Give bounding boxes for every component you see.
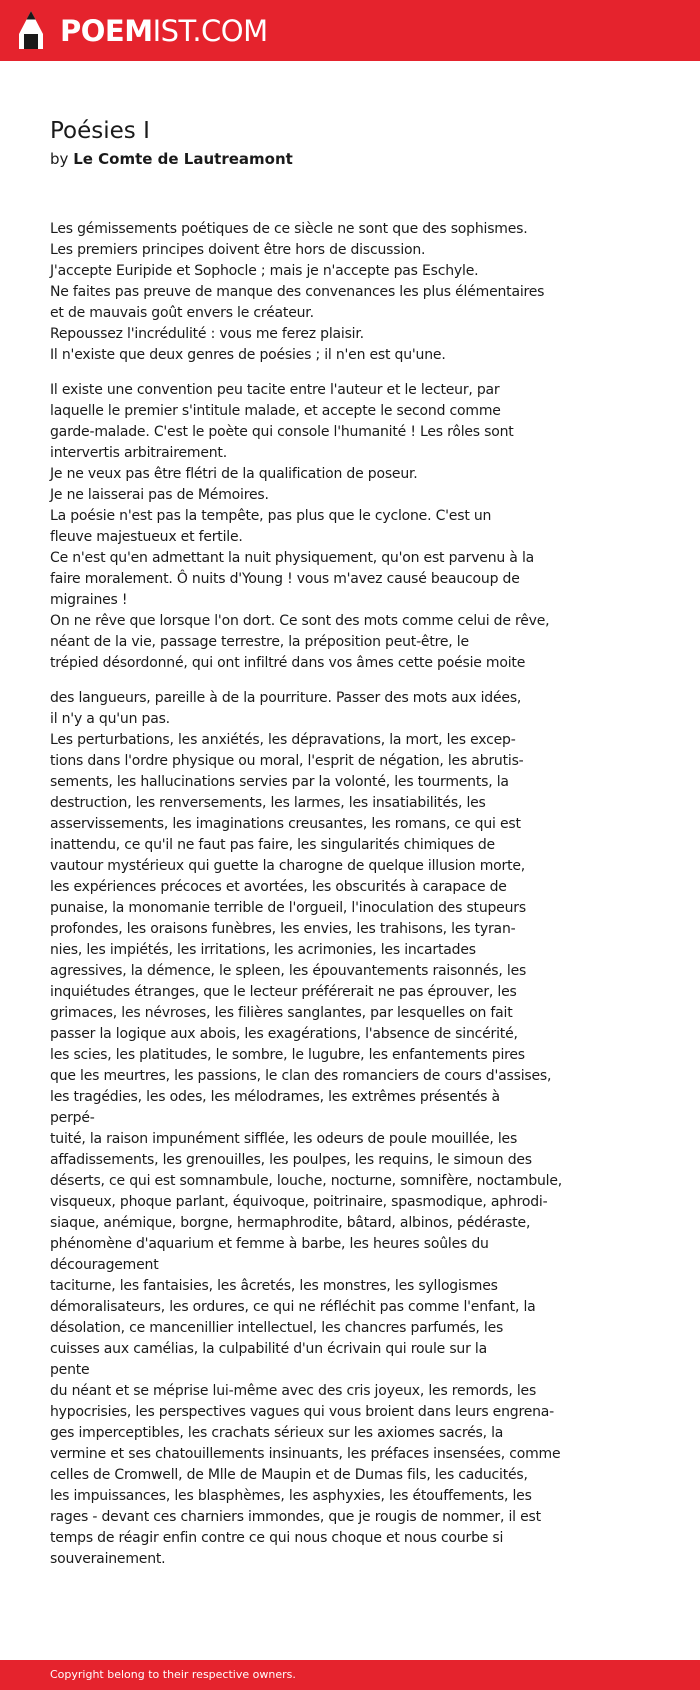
poem-line: phénomène d'aquarium et femme à barbe, les heures soûles du: [50, 1236, 489, 1252]
poem-line: déserts, ce qui est somnambule, louche, nocturne, somnifère, noctambule,: [50, 1173, 563, 1189]
poem-line: Je ne veux pas être flétri de la qualification de poseur.: [50, 466, 418, 482]
poem-line: J'accepte Euripide et Sophocle ; mais je n'accepte pas Eschyle.: [50, 263, 479, 279]
poem-line: Ne faites pas preuve de manque des convenances les plus élémentaires: [50, 284, 545, 300]
poem-line: souverainement.: [50, 1551, 166, 1567]
poem-line: tuité, la raison impunément sifflée, les odeurs de poule mouillée, les: [50, 1131, 518, 1147]
poem-line: siaque, anémique, borgne, hermaphrodite, bâtard, albinos, pédéraste,: [50, 1215, 531, 1231]
poem-line: taciturne, les fantaisies, les âcretés, les monstres, les syllogismes: [50, 1278, 498, 1294]
poem-line: inquiétudes étranges, que le lecteur préférerait ne pas éprouver, les: [50, 984, 517, 1000]
poem-line: migraines !: [50, 592, 128, 608]
poem-line: intervertis arbitrairement.: [50, 445, 227, 461]
logo-wordmark-light: IST.COM: [152, 14, 268, 48]
poem-line: cuisses aux camélias, la culpabilité d'un écrivain qui roule sur la: [50, 1341, 487, 1357]
site-header: [0, 0, 700, 61]
poem-line: néant de la vie, passage terrestre, la préposition peut-être, le: [50, 634, 469, 650]
poem-line: pente: [50, 1362, 90, 1378]
stanza-break: [50, 674, 650, 688]
logo-wordmark: [60, 10, 268, 52]
footer-copyright: Copyright belong to their respective owners.: [50, 1668, 296, 1681]
poem-line: La poésie n'est pas la tempête, pas plus que le cyclone. C'est un: [50, 508, 492, 524]
poem-line: et de mauvais goût envers le créateur.: [50, 305, 314, 321]
poem-line: tions dans l'ordre physique ou moral, l'esprit de négation, les abrutis-: [50, 753, 524, 769]
poem-line: celles de Cromwell, de Mlle de Maupin et de Dumas fils, les caducités,: [50, 1467, 528, 1483]
poem-line: que les meurtres, les passions, le clan des romanciers de cours d'assises,: [50, 1068, 552, 1084]
poem-line: Il n'existe que deux genres de poésies ; il n'en est qu'une.: [50, 347, 446, 363]
poem-line: affadissements, les grenouilles, les poulpes, les requins, le simoun des: [50, 1152, 532, 1168]
site-logo[interactable]: [16, 10, 268, 52]
poem-line: Je ne laisserai pas de Mémoires.: [50, 487, 269, 503]
pencil-tip-icon: [16, 10, 46, 52]
poem-line: ges imperceptibles, les crachats sérieux sur les axiomes sacrés, la: [50, 1425, 504, 1441]
poem-line: hypocrisies, les perspectives vagues qui vous broient dans leurs engrena-: [50, 1404, 555, 1420]
poem-line: passer la logique aux abois, les exagérations, l'absence de sincérité,: [50, 1026, 518, 1042]
poem-line: Les perturbations, les anxiétés, les dépravations, la mort, les excep-: [50, 732, 516, 748]
poem-line: sements, les hallucinations servies par la volonté, les tourments, la: [50, 774, 509, 790]
poem-line: Les premiers principes doivent être hors de discussion.: [50, 242, 426, 258]
by-label: by: [50, 150, 69, 168]
poem-line: trépied désordonné, qui ont infiltré dans vos âmes cette poésie moite: [50, 655, 526, 671]
poem-line: vermine et ses chatouillements insinuants, les préfaces insensées, comme: [50, 1446, 561, 1462]
poem-line: agressives, la démence, le spleen, les épouvantements raisonnés, les: [50, 963, 527, 979]
poem-line: punaise, la monomanie terrible de l'orgueil, l'inoculation des stupeurs: [50, 900, 526, 916]
poem-line: désolation, ce mancenillier intellectuel, les chancres parfumés, les: [50, 1320, 504, 1336]
poem-line: nies, les impiétés, les irritations, les acrimonies, les incartades: [50, 942, 476, 958]
poem-line: les tragédies, les odes, les mélodrames, les extrêmes présentés à: [50, 1089, 500, 1105]
stanza-break: [50, 366, 650, 380]
poem-line: vautour mystérieux qui guette la charogne de quelque illusion morte,: [50, 858, 526, 874]
poem-line: des langueurs, pareille à de la pourriture. Passer des mots aux idées,: [50, 690, 522, 706]
poem-line: Les gémissements poétiques de ce siècle ne sont que des sophismes.: [50, 221, 528, 237]
poem-line: découragement: [50, 1257, 159, 1273]
poem-line: Repoussez l'incrédulité : vous me ferez plaisir.: [50, 326, 364, 342]
poem-line: fleuve majestueux et fertile.: [50, 529, 243, 545]
poem-line: laquelle le premier s'intitule malade, et accepte le second comme: [50, 403, 501, 419]
poem-line: Ce n'est qu'en admettant la nuit physiquement, qu'on est parvenu à la: [50, 550, 535, 566]
poem-line: temps de réagir enfin contre ce qui nous choque et nous courbe si: [50, 1530, 504, 1546]
poem-line: les scies, les platitudes, le sombre, le lugubre, les enfantements pires: [50, 1047, 525, 1063]
author-link[interactable]: Le Comte de Lautreamont: [73, 150, 293, 168]
poem-line: du néant et se méprise lui-même avec des cris joyeux, les remords, les: [50, 1383, 537, 1399]
poem-line: les expériences précoces et avortées, les obscurités à carapace de: [50, 879, 507, 895]
poem-line: grimaces, les névroses, les filières sanglantes, par lesquelles on fait: [50, 1005, 513, 1021]
poem-byline: [50, 148, 293, 170]
poem-line: faire moralement. Ô nuits d'Young ! vous m'avez causé beaucoup de: [50, 571, 520, 587]
poem-title: Poésies I: [50, 118, 150, 144]
logo-wordmark-bold: POEM: [60, 14, 153, 48]
poem-line: profondes, les oraisons funèbres, les envies, les trahisons, les tyran-: [50, 921, 516, 937]
poem-line: asservissements, les imaginations creusantes, les romans, ce qui est: [50, 816, 521, 832]
site-footer: [0, 1660, 700, 1690]
poem-line: visqueux, phoque parlant, équivoque, poitrinaire, spasmodique, aphrodi-: [50, 1194, 548, 1210]
poem-line: Il existe une convention peu tacite entre l'auteur et le lecteur, par: [50, 382, 500, 398]
poem-line: les impuissances, les blasphèmes, les asphyxies, les étouffements, les: [50, 1488, 532, 1504]
poem-line: garde-malade. C'est le poète qui console l'humanité ! Les rôles sont: [50, 424, 514, 440]
poem-line: On ne rêve que lorsque l'on dort. Ce sont des mots comme celui de rêve,: [50, 613, 550, 629]
poem-line: démoralisateurs, les ordures, ce qui ne réfléchit pas comme l'enfant, la: [50, 1299, 536, 1315]
poem-line: perpé-: [50, 1110, 95, 1126]
poem-line: rages - devant ces charniers immondes, que je rougis de nommer, il est: [50, 1509, 541, 1525]
poem-line: inattendu, ce qu'il ne faut pas faire, les singularités chimiques de: [50, 837, 495, 853]
poem-line: destruction, les renversements, les larmes, les insatiabilités, les: [50, 795, 486, 811]
poem-line: il n'y a qu'un pas.: [50, 711, 170, 727]
poem-body: [50, 219, 650, 1570]
